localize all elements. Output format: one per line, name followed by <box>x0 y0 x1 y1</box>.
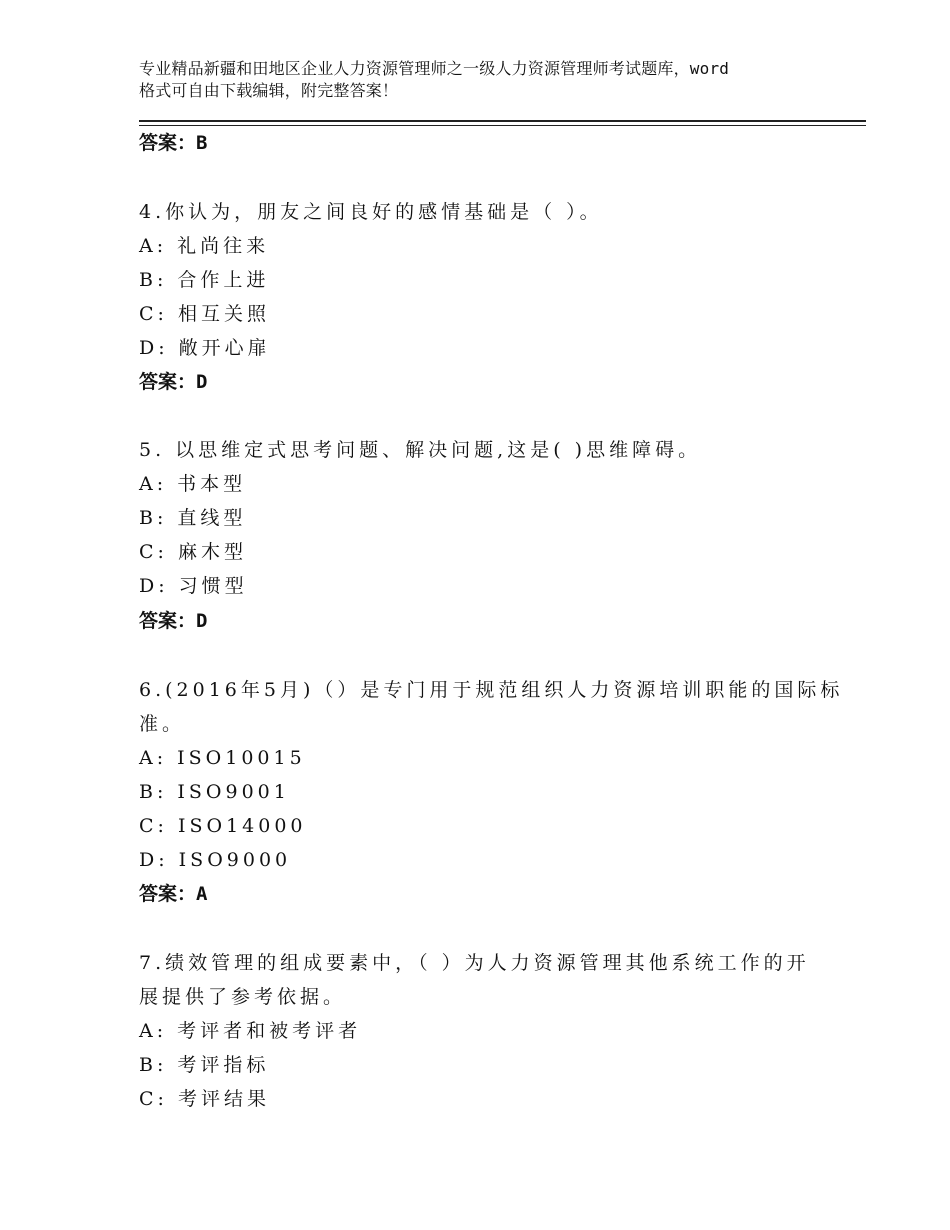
question-stem: 4.你认为，朋友之间良好的感情基础是（ ）。 <box>139 201 603 223</box>
question-stem: 5. 以思维定式思考问题、解决问题,这是( )思维障碍。 <box>139 439 702 461</box>
header-line-1: 专业精品新疆和田地区企业人力资源管理师之一级人力资源管理师考试题库，word <box>139 59 730 78</box>
question-stem-line-1: 6.(2016年5月)（）是专门用于规范组织人力资源培训职能的国际标 <box>139 679 844 701</box>
question-answer: 答案：A <box>139 883 208 905</box>
question-answer: 答案：D <box>139 371 208 393</box>
question-stem-line-2: 展提供了参考依据。 <box>139 986 347 1008</box>
question-answer: 答案：D <box>139 610 208 632</box>
document-header <box>139 58 839 102</box>
previous-answer: 答案：B <box>139 132 208 154</box>
header-rule-thick <box>139 120 866 122</box>
option-b: B: 合作上进 <box>139 269 270 291</box>
header-rule-thin <box>139 125 866 126</box>
option-a: A: 书本型 <box>139 473 247 495</box>
option-c: C: 麻木型 <box>139 541 247 563</box>
option-a: A: ISO10015 <box>139 747 306 769</box>
option-a: A: 礼尚往来 <box>139 235 270 257</box>
question-stem-line-2: 准。 <box>139 713 186 735</box>
option-b: B: 考评指标 <box>139 1054 270 1076</box>
option-b: B: 直线型 <box>139 507 247 529</box>
option-c: C: 相互关照 <box>139 303 270 325</box>
option-c: C: 考评结果 <box>139 1088 270 1110</box>
option-d: D: ISO9000 <box>139 849 292 871</box>
option-b: B: ISO9001 <box>139 781 290 803</box>
option-d: D: 习惯型 <box>139 575 248 597</box>
header-line-2: 格式可自由下载编辑，附完整答案！ <box>139 81 399 100</box>
question-stem-line-1: 7.绩效管理的组成要素中，（ ）为人力资源管理其他系统工作的开 <box>139 952 810 974</box>
option-c: C: ISO14000 <box>139 815 307 837</box>
option-a: A: 考评者和被考评者 <box>139 1020 362 1042</box>
option-d: D: 敞开心扉 <box>139 337 271 359</box>
